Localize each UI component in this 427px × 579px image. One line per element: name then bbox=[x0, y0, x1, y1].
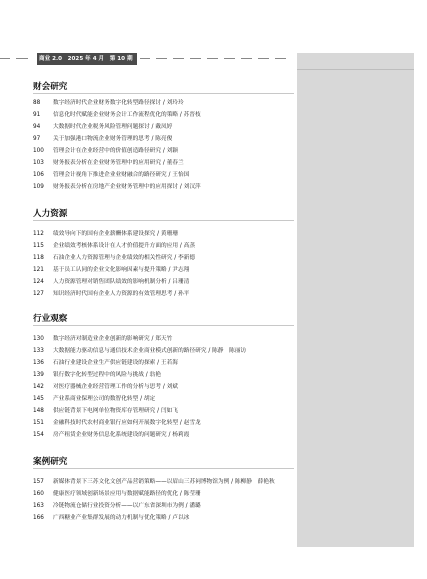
toc-entry[interactable] bbox=[33, 394, 295, 405]
toc-title: 财务报表分析在企业财务管理中的应用研究 / 董春兰 bbox=[53, 160, 184, 166]
toc-entry[interactable] bbox=[33, 370, 295, 381]
toc-entry[interactable] bbox=[33, 98, 295, 109]
section-rule bbox=[33, 468, 294, 469]
toc-page: 133 bbox=[33, 348, 44, 354]
toc-page: 142 bbox=[33, 384, 44, 390]
toc-page: 160 bbox=[33, 491, 44, 497]
toc-entry[interactable] bbox=[33, 229, 295, 240]
header-dash bbox=[224, 58, 235, 59]
toc-title: 数字经济对制造业企业创新的影响研究 / 郑天竹 bbox=[53, 336, 173, 342]
toc-title: 基于员工认同的企业文化影响因素与提升策略 / 尹志翔 bbox=[53, 267, 190, 273]
toc-title: 人力资源管理对销售团队绩效的影响机制分析 / 吕珊清 bbox=[53, 279, 190, 285]
toc-title: 银行数字化转型过程中的风险与挑战 / 翁艳 bbox=[53, 372, 161, 378]
section-rule bbox=[33, 220, 294, 221]
header-dash bbox=[258, 58, 269, 59]
toc-title: 房产租赁企业财务信息化系统建设的问题研究 / 杨莉霞 bbox=[53, 432, 190, 438]
toc-page: 112 bbox=[33, 231, 44, 237]
toc-title: 新媒体背景下三苏文化文创产品营销策略——以眉山三苏祠博物馆为例 / 陈柳静 薛艳秋 bbox=[53, 479, 275, 485]
toc-page: 100 bbox=[33, 148, 44, 154]
toc-entry[interactable] bbox=[33, 110, 295, 121]
toc-page: 91 bbox=[33, 112, 41, 118]
toc-title: 企业绩效考核体系设计在人才价值提升方面的应用 / 高蒸 bbox=[53, 243, 196, 249]
toc-page: 88 bbox=[33, 100, 41, 106]
toc-page: 163 bbox=[33, 503, 44, 509]
toc-entry[interactable] bbox=[33, 358, 295, 369]
toc-page: 145 bbox=[33, 396, 44, 402]
header-dash bbox=[241, 58, 252, 59]
header-dash bbox=[16, 58, 28, 59]
toc-entry[interactable] bbox=[33, 134, 295, 145]
toc-entry[interactable] bbox=[33, 382, 295, 393]
side-panel bbox=[297, 53, 414, 547]
toc-page: 148 bbox=[33, 408, 44, 414]
toc-entry[interactable] bbox=[33, 501, 295, 512]
toc-page: 94 bbox=[33, 124, 41, 130]
issue-header: 商业 2.0 2025 年 4 月 第 10 期 bbox=[37, 53, 137, 65]
section-title: 财会研究 bbox=[33, 82, 68, 92]
toc-page: 130 bbox=[33, 336, 44, 342]
toc-entry[interactable] bbox=[33, 346, 295, 357]
toc-title: 财务报表分析在房地产企业财务管理中的应用探讨 / 刘汉萍 bbox=[53, 184, 201, 190]
toc-entry[interactable] bbox=[33, 158, 295, 169]
toc-entry[interactable] bbox=[33, 182, 295, 193]
toc-entry[interactable] bbox=[33, 241, 295, 252]
toc-entry[interactable] bbox=[33, 334, 295, 345]
toc-entry[interactable] bbox=[33, 513, 295, 524]
toc-title: 石油行业建设企业生产供应链建设的探索 / 王若海 bbox=[53, 360, 178, 366]
toc-title: 管理会计在企业经营中的价值创造路径研究 / 刘颖 bbox=[53, 148, 178, 154]
toc-title: 广西糖业产业集群发展的动力机制与优化策略 / 卢以冰 bbox=[53, 515, 190, 521]
section-title: 案例研究 bbox=[33, 457, 68, 467]
toc-title: 管理会计视角下推进企业业财融合的路径研究 / 王怡国 bbox=[53, 172, 190, 178]
toc-page: 109 bbox=[33, 184, 44, 190]
toc-entry[interactable] bbox=[33, 253, 295, 264]
header-dash bbox=[275, 58, 286, 59]
toc-title: 金融科技时代农村商业银行应如何开展数字化转型 / 赵雪龙 bbox=[53, 420, 201, 426]
toc-title: 冷链物流仓储行业投资分析——以广东省深圳市为例 / 潘璐 bbox=[53, 503, 201, 509]
toc-title: 大数据能力驱动信息与通信技术企业商业模式创新的路径研究 / 陈静 陈丽访 bbox=[53, 348, 247, 354]
toc-page: 151 bbox=[33, 420, 44, 426]
section-title: 人力资源 bbox=[33, 209, 68, 219]
side-divider bbox=[297, 69, 414, 70]
toc-entry[interactable] bbox=[33, 430, 295, 441]
toc-title: 绩效导向下的国有企业薪酬体系建设探究 / 黄珊珊 bbox=[53, 231, 178, 237]
section-rule bbox=[33, 325, 294, 326]
toc-title: 健康医疗领域创新场景应用与数据赋能路径的优化 / 陈莹珊 bbox=[53, 491, 201, 497]
toc-page: 118 bbox=[33, 255, 44, 261]
header-dash bbox=[190, 58, 201, 59]
toc-title: 信息化时代赋能企业财务会计工作流程优化的策略 / 苏晋枝 bbox=[53, 112, 201, 118]
toc-title: 产业系商业保理公司的数智化转型 / 胡定 bbox=[53, 396, 156, 402]
toc-entry[interactable] bbox=[33, 418, 295, 429]
toc-title: 石油企业人力资源管理与企业绩效的相关性研究 / 李新德 bbox=[53, 255, 196, 261]
toc-page: 157 bbox=[33, 479, 44, 485]
toc-page: 97 bbox=[33, 136, 41, 142]
toc-page: 121 bbox=[33, 267, 44, 273]
toc-entry[interactable] bbox=[33, 406, 295, 417]
toc-page: 139 bbox=[33, 372, 44, 378]
toc-entry[interactable] bbox=[33, 289, 295, 300]
toc-page: 103 bbox=[33, 160, 44, 166]
section-rule bbox=[33, 93, 294, 94]
toc-entry[interactable] bbox=[33, 170, 295, 181]
toc-entry[interactable] bbox=[33, 489, 295, 500]
header-dash bbox=[173, 58, 184, 59]
toc-page: 166 bbox=[33, 515, 44, 521]
header-dash bbox=[140, 58, 150, 59]
header-dash bbox=[207, 58, 218, 59]
toc-title: 对医疗器械企业经营管理工作的分析与思考 / 刘斌 bbox=[53, 384, 178, 390]
toc-page: 154 bbox=[33, 432, 44, 438]
toc-entry[interactable] bbox=[33, 265, 295, 276]
toc-entry[interactable] bbox=[33, 477, 295, 488]
toc-entry[interactable] bbox=[33, 122, 295, 133]
toc-page: 136 bbox=[33, 360, 44, 366]
toc-entry[interactable] bbox=[33, 277, 295, 288]
toc-title: 关于加强港口物流企业财务管理的思考 / 陈亮俊 bbox=[53, 136, 173, 142]
toc-title: 供应链背景下电网单位物资库存管理研究 / 闫如飞 bbox=[53, 408, 178, 414]
header-dash bbox=[0, 58, 10, 59]
toc-entry[interactable] bbox=[33, 146, 295, 157]
toc-page: 124 bbox=[33, 279, 44, 285]
toc-title: 知识经济时代国有企业人力资源的有效管理思考 / 孙平 bbox=[53, 291, 190, 297]
toc-page: 106 bbox=[33, 172, 44, 178]
toc-title: 数字经济时代企业财务数字化转型路径探讨 / 刘玲玲 bbox=[53, 100, 184, 106]
toc-page: 115 bbox=[33, 243, 44, 249]
toc-page: 127 bbox=[33, 291, 44, 297]
header-dash bbox=[156, 58, 167, 59]
toc-title: 大数据时代企业税务风险管理问题探讨 / 戴凤婷 bbox=[53, 124, 173, 130]
section-title: 行业观察 bbox=[33, 314, 68, 324]
